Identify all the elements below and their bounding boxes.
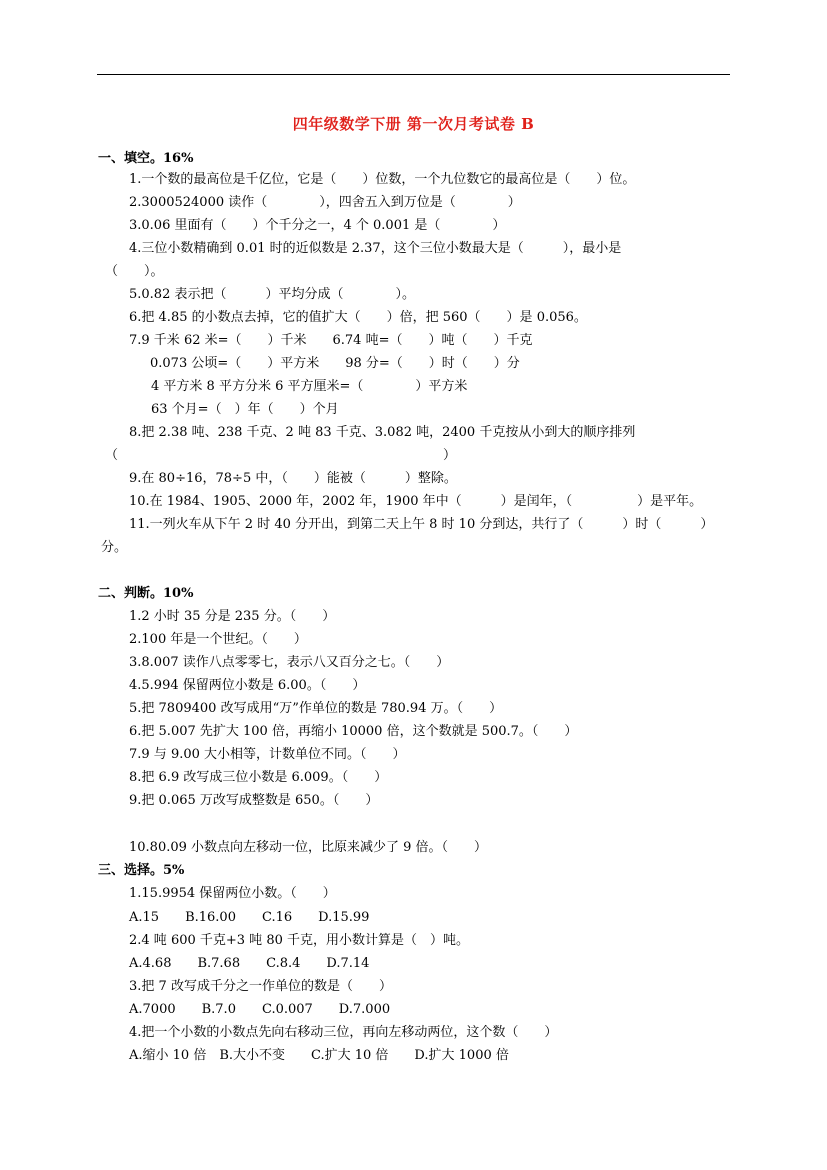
question-line: 3.把 7 改写成千分之一作单位的数是（ ） (129, 979, 392, 994)
section-heading-multiple-choice: 三、选择。5% (98, 863, 185, 878)
question-subline: 0.073 公顷=（ ）平方米 98 分=（ ）时（ ）分 (150, 356, 520, 371)
choice-options: A.7000 B.7.0 C.0.007 D.7.000 (129, 1002, 391, 1017)
question-line: 6.把 5.007 先扩大 100 倍，再缩小 10000 倍，这个数就是 500.7。（ ） (129, 724, 578, 739)
choice-options: A.15 B.16.00 C.16 D.15.99 (129, 910, 370, 925)
question-line: 8.把 2.38 吨、238 千克、2 吨 83 千克、3.082 吨，2400 千克按从小到大的顺序排列 (129, 425, 636, 440)
header-rule (97, 74, 730, 75)
question-line-continued: （ ） (105, 448, 457, 463)
choice-options: A.4.68 B.7.68 C.8.4 D.7.14 (129, 956, 370, 971)
question-line: 4.三位小数精确到 0.01 时的近似数是 2.37，这个三位小数最大是（ ），最小是 (129, 241, 622, 256)
question-line: 9.把 0.065 万改写成整数是 650。（ ） (129, 793, 379, 808)
question-line: 7.9 千米 62 米=（ ）千米 6.74 吨=（ ）吨（ ）千克 (129, 333, 533, 348)
question-line: 2.100 年是一个世纪。（ ） (129, 632, 307, 647)
question-line: 1.15.9954 保留两位小数。（ ） (129, 886, 336, 901)
question-line-continued: 分。 (101, 540, 128, 555)
question-line: 6.把 4.85 的小数点去掉，它的值扩大（ ）倍，把 560（ ）是 0.056。 (129, 310, 587, 325)
question-line: 10.80.09 小数点向左移动一位，比原来减少了 9 倍。（ ） (129, 840, 488, 855)
question-line: 10.在 1984、1905、2000 年，2002 年，1900 年中（ ）是闰年，（ ）是平年。 (129, 494, 703, 509)
question-line: 8.把 6.9 改写成三位小数是 6.009。（ ） (129, 770, 388, 785)
page-title: 四年级数学下册 第一次月考试卷 B (292, 115, 535, 133)
question-line: 5.把 7809400 改写成用“万”作单位的数是 780.94 万。（ ） (129, 701, 503, 716)
question-line-continued: （ ）。 (105, 264, 164, 279)
question-line: 4.5.994 保留两位小数是 6.00。（ ） (129, 678, 366, 693)
question-line: 7.9 与 9.00 大小相等，计数单位不同。（ ） (129, 747, 406, 762)
question-line: 9.在 80÷16，78÷5 中，（ ）能被（ ）整除。 (129, 471, 457, 486)
question-line: 1.2 小时 35 分是 235 分。（ ） (129, 609, 336, 624)
choice-options: A.缩小 10 倍 B.大小不变 C.扩大 10 倍 D.扩大 1000 倍 (129, 1048, 509, 1063)
question-line: 2.3000524000 读作（ ），四舍五入到万位是（ ） (129, 195, 521, 210)
question-line: 4.把一个小数的小数点先向右移动三位，再向左移动两位，这个数（ ） (129, 1025, 558, 1040)
question-line: 1.一个数的最高位是千亿位，它是（ ）位数，一个九位数它的最高位是（ ）位。 (129, 172, 636, 187)
section-heading-true-false: 二、判断。10% (98, 586, 194, 601)
question-line: 3.8.007 读作八点零零七，表示八又百分之七。（ ） (129, 655, 450, 670)
question-subline: 4 平方米 8 平方分米 6 平方厘米=（ ）平方米 (151, 379, 468, 394)
question-line: 3.0.06 里面有（ ）个千分之一，4 个 0.001 是（ ） (129, 218, 506, 233)
section-heading-fill-blank: 一、填空。16% (98, 151, 194, 166)
question-line: 11.一列火车从下午 2 时 40 分开出，到第二天上午 8 时 10 分到达，共行了（ ）时（ ） (129, 517, 714, 532)
question-line: 5.0.82 表示把（ ）平均分成（ ）。 (129, 287, 415, 302)
question-subline: 63 个月=（ ）年（ ）个月 (151, 402, 339, 417)
question-line: 2.4 吨 600 千克+3 吨 80 千克，用小数计算是（ ）吨。 (129, 933, 469, 948)
